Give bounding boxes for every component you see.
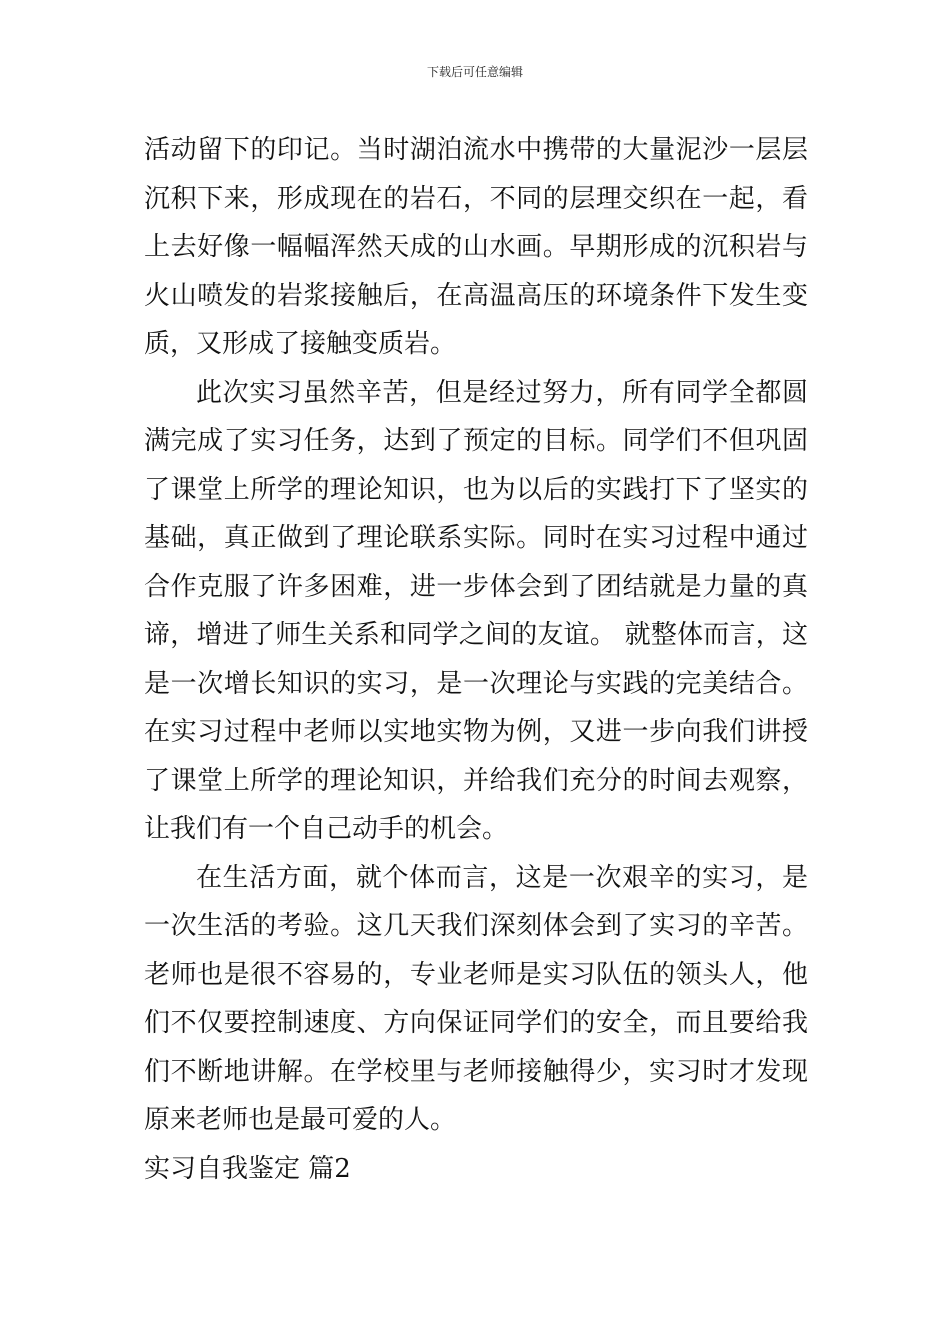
section-heading: 实习自我鉴定 篇2 bbox=[144, 1153, 351, 1184]
text-line: 上去好像一幅幅浑然天成的山水画。早期形成的沉积岩与 bbox=[144, 232, 808, 262]
text-line: 在实习过程中老师以实地实物为例，又进一步向我们讲授 bbox=[144, 717, 808, 747]
text-line: 在生活方面，就个体而言，这是一次艰辛的实习，是 bbox=[196, 862, 808, 893]
text-line: 火山喷发的岩浆接触后，在高温高压的环境条件下发生变 bbox=[144, 280, 808, 311]
text-line: 是一次增长知识的实习，是一次理论与实践的完美结合。 bbox=[144, 668, 808, 699]
text-line: 了课堂上所学的理论知识，并给我们充分的时间去观察， bbox=[144, 765, 808, 796]
text-line: 们不断地讲解。在学校里与老师接触得少，实习时才发现 bbox=[144, 1056, 808, 1087]
text-line: 原来老师也是最可爱的人。 bbox=[144, 1105, 457, 1135]
text-line: 合作克服了许多困难，进一步体会到了团结就是力量的真 bbox=[144, 571, 808, 602]
text-line: 质，又形成了接触变质岩。 bbox=[144, 329, 457, 359]
text-line: 沉积下来，形成现在的岩石，不同的层理交织在一起，看 bbox=[144, 183, 808, 214]
text-line: 谛，增进了师生关系和同学之间的友谊。 就整体而言，这 bbox=[144, 620, 808, 650]
text-line: 们不仅要控制速度、方向保证同学们的安全，而且要给我 bbox=[144, 1008, 808, 1038]
text-line: 满完成了实习任务，达到了预定的目标。同学们不但巩固 bbox=[144, 426, 808, 456]
page-header: 下载后可任意编辑 bbox=[426, 65, 523, 79]
text-line: 此次实习虽然辛苦，但是经过努力，所有同学全都圆 bbox=[196, 377, 808, 408]
text-line: 了课堂上所学的理论知识，也为以后的实践打下了坚实的 bbox=[144, 474, 808, 505]
text-line: 活动留下的印记。当时湖泊流水中携带的大量泥沙一层层 bbox=[144, 135, 808, 165]
text-line: 基础，真正做到了理论联系实际。同时在实习过程中通过 bbox=[144, 523, 808, 553]
text-line: 老师也是很不容易的，专业老师是实习队伍的领头人，他 bbox=[144, 959, 808, 990]
text-line: 让我们有一个自己动手的机会。 bbox=[144, 814, 509, 844]
document-body bbox=[144, 130, 808, 1197]
text-line: 一次生活的考验。这几天我们深刻体会到了实习的辛苦。 bbox=[144, 911, 808, 941]
